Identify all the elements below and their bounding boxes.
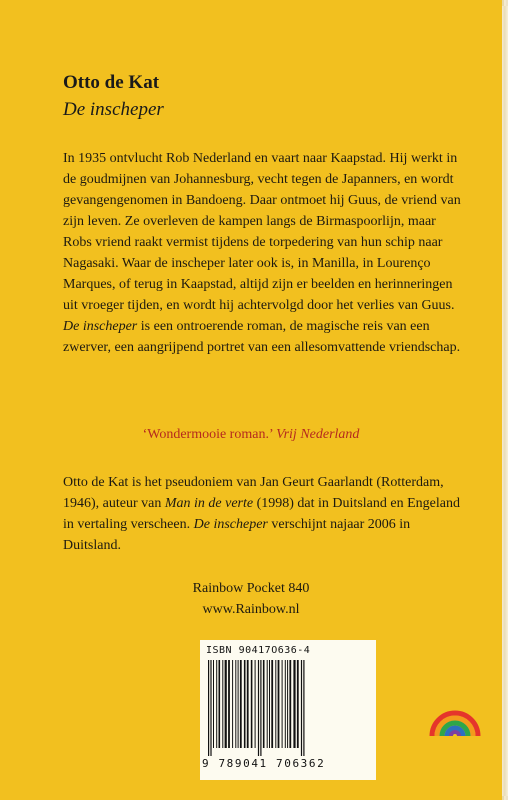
press-quote (0, 427, 502, 443)
quote-source: Vrij Nederland (276, 427, 360, 442)
rainbow-logo (428, 692, 482, 740)
barcode-bar (278, 660, 280, 748)
barcode-bar (208, 660, 209, 756)
barcode-bar (219, 660, 221, 748)
barcode-bar (235, 660, 236, 748)
barcode-bar (269, 660, 270, 748)
barcode-bar (216, 660, 217, 748)
bio-text: verschijnt najaar 2006 in Duitsland. (63, 517, 411, 553)
barcode-bar (244, 660, 246, 748)
blurb-text (63, 148, 463, 358)
barcode-bar (228, 660, 230, 748)
barcode-bar (258, 660, 259, 756)
barcode-bar (247, 660, 249, 748)
quote-text: ‘Wondermooie roman.’ (142, 427, 277, 442)
bio-text: (1998) dat in Duitsland en Engeland in vertaling verscheen. (63, 496, 460, 532)
barcode-bar (267, 660, 268, 748)
barcode-bar (303, 660, 304, 756)
barcode-bar (275, 660, 276, 748)
barcode-bar (301, 660, 302, 756)
barcode-bar (210, 660, 211, 756)
barcode-bar (260, 660, 261, 756)
publisher-info (0, 578, 502, 620)
barcode-bar (285, 660, 286, 748)
bio-book-title: De inscheper (193, 517, 268, 532)
barcode-bar (293, 660, 295, 748)
ean-digits: 9 789041 706362 (202, 757, 326, 770)
barcode-bar (251, 660, 253, 748)
barcode-bar (271, 660, 273, 748)
barcode-bar (287, 660, 288, 748)
barcode-bar (222, 660, 223, 748)
barcode-bar (213, 660, 214, 748)
series-label: Rainbow Pocket 840 (192, 581, 310, 596)
barcode-bar (238, 660, 239, 748)
bio-work-title: Man in de verte (164, 496, 254, 511)
bio-text: Otto de Kat is het pseudoniem van Jan Geurt Gaarlandt (Rotterdam, 1946), auteur van (63, 475, 444, 511)
barcode (200, 640, 376, 780)
barcode-bar (282, 660, 283, 748)
blurb-book-title: De inscheper (63, 319, 138, 334)
author-bio (63, 472, 463, 556)
publisher-website: www.Rainbow.nl (202, 602, 300, 617)
blurb-summary: is een ontroerende roman, de magische reis van een zwerver, een aangrijpend portret van een allesomvattende vriendschap. (63, 319, 461, 355)
author-name: Otto de Kat (63, 72, 160, 93)
barcode-bar (240, 660, 242, 748)
page-edge (502, 6, 508, 796)
barcode-bar (232, 660, 233, 748)
isbn-label: ISBN 90417O636-4 (206, 645, 311, 656)
blurb-paragraph: In 1935 ontvlucht Rob Nederland en vaart naar Kaapstad. Hij werkt in de goudmijnen van Johannesburg, vecht tegen de Japanners, en wordt gevangengenomen in Bandoeng. Daar ontmoet hij Guus, de vriend van zijn leven. Ze overleven de kampen langs de Birmaspoorlijn, maar Robs vriend raakt vermist tijdens de torpedering van hun schip naar Nagasaki. Waar de inscheper later ook is, in Manilla, in Lourenço Marques, of terug in Kaapstad, altijd zijn er beelden en herinneringen uit vroeger tijden, en wordt hij achtervolgd door het verlies van Guus. (63, 151, 461, 313)
book-title: De inscheper (63, 99, 164, 120)
barcode-bar (297, 660, 299, 748)
barcode-bar (263, 660, 265, 748)
barcode-bars (206, 660, 370, 756)
barcode-bar (255, 660, 256, 748)
barcode-bar (289, 660, 291, 748)
barcode-bar (225, 660, 227, 748)
